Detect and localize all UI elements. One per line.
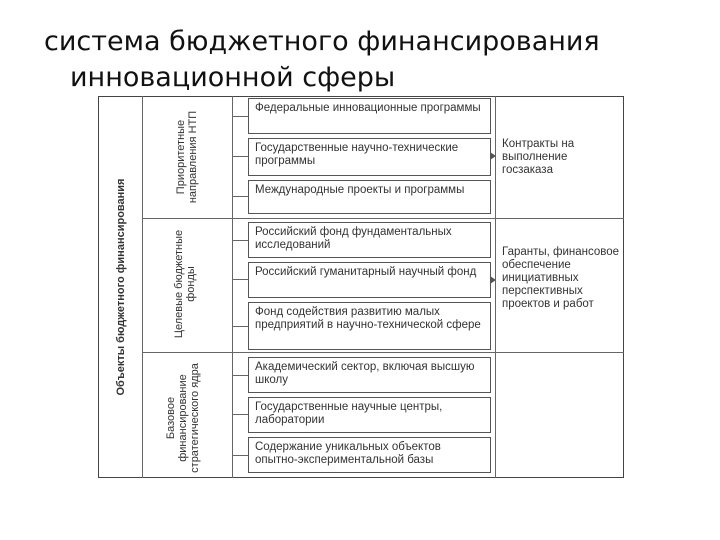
title-line-2: инновационной сферы bbox=[70, 62, 396, 93]
group-label-funds: Целевые бюджетные фонды bbox=[173, 229, 197, 339]
divider-group-1-2 bbox=[142, 218, 624, 219]
divider-group-column bbox=[232, 96, 233, 478]
connector-2-1 bbox=[232, 240, 248, 241]
item-international-projects: Международные проекты и программы bbox=[248, 180, 491, 214]
connector-1-2 bbox=[232, 156, 248, 157]
arrow-group-1 bbox=[490, 152, 496, 160]
divider-group-2-3 bbox=[142, 352, 624, 353]
connector-3-3 bbox=[232, 455, 248, 456]
divider-main-column bbox=[142, 96, 143, 478]
connector-2-3 bbox=[232, 326, 248, 327]
main-label: Объекты бюджетного финансирования bbox=[115, 178, 127, 396]
item-rgnf: Российский гуманитарный научный фонд bbox=[248, 262, 491, 298]
connector-2-2 bbox=[232, 279, 248, 280]
result-contracts: Контракты на выполнение госзаказа bbox=[502, 138, 575, 176]
connector-1-3 bbox=[232, 196, 248, 197]
item-unique-facilities: Содержание уникальных объектов опытно-экспериментальной базы bbox=[248, 437, 491, 473]
connector-3-1 bbox=[232, 375, 248, 376]
connector-1-1 bbox=[232, 116, 248, 117]
item-federal-programs: Федеральные инновационные программы bbox=[248, 98, 491, 134]
connector-3-2 bbox=[232, 414, 248, 415]
item-academic-sector: Академический сектор, включая высшую школу bbox=[248, 357, 491, 393]
item-small-business-fund: Фонд содействия развитию малых предприятий в научно-технической сфере bbox=[248, 302, 491, 350]
group-label-priority: Приоритетные направления НТП bbox=[175, 110, 199, 204]
item-state-research-centers: Государственные научные центры, лаборатории bbox=[248, 397, 491, 433]
arrow-group-2 bbox=[490, 276, 496, 284]
title-line-1: система бюджетного финансирования bbox=[44, 26, 600, 57]
item-state-sci-tech-programs: Государственные научно-технические программы bbox=[248, 138, 491, 176]
result-guarantees: Гаранты, финансовое обеспечение инициативных перспективных проектов и работ bbox=[502, 246, 620, 310]
group-label-base: Базовое финансирование стратегического ядра bbox=[165, 363, 201, 473]
item-rffi: Российский фонд фундаментальных исследований bbox=[248, 222, 491, 258]
slide-title bbox=[44, 24, 684, 96]
